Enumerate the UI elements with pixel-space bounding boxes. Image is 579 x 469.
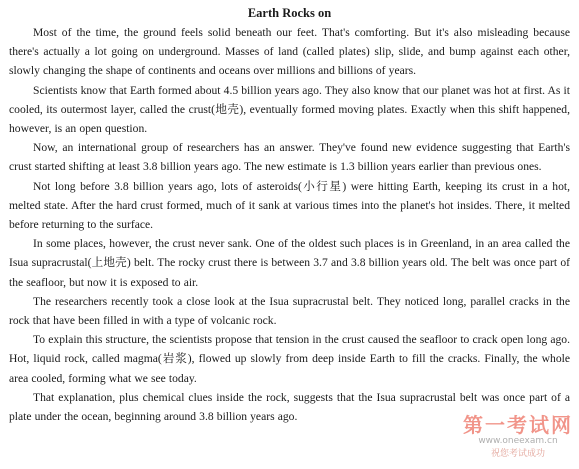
paragraph-6: The researchers recently took a close look at the Isua supracrustal belt. They noticed long, parallel cracks in the rock that have been filled in with a type of volcanic rock. bbox=[9, 294, 570, 328]
paragraph-5: In some places, however, the crust never sank. One of the oldest such places is in Greenland, in an area called the Isua supracrustal(上地壳) belt. The rocky crust there is between 3.7 and 3.8 billion years old. The belt was once part of the seafloor, but now it is exposed to air. bbox=[9, 237, 570, 289]
paragraph-4: Not long before 3.8 billion years ago, lots of asteroids(小行星) were hitting Earth, keeping its crust in a hot, melted state. After the hard crust formed, much of it sank at various times into the planet's hot insides. There, it melted before returning to the surface. bbox=[9, 179, 570, 232]
watermark-tagline: 祝您考试成功 bbox=[490, 449, 545, 459]
paragraph-8: That explanation, plus chemical clues inside the rock, suggests that the Isua supracrustal belt was once part of a plate under the ocean, beginning around 3.8 billion years ago. bbox=[9, 390, 570, 424]
paragraph-7: To explain this structure, the scientists propose that tension in the crust caused the seafloor to crack open long ago. Hot, liquid rock, called magma(岩浆), flowed up slowly from deep inside Earth to fill the cracks. Finally, the whole area cooled, forming what we see today. bbox=[9, 333, 570, 385]
watermark-logo-text: 第一考试网 bbox=[463, 413, 573, 437]
paragraph-3: Now, an international group of researchers has an answer. They've found new evidence suggesting that Earth's crust started shifting at least 3.8 billion years ago. The new estimate is 1.3 billion years earlier than previous ones. bbox=[9, 141, 570, 174]
paragraph-2: Scientists know that Earth formed about 4.5 billion years ago. They also know that our planet was hot at first. As it cooled, its outermost layer, called the crust(地壳), eventually formed moving plates. Exactly when this shift happened, however, is an open question. bbox=[9, 83, 570, 136]
paragraph-1: Most of the time, the ground feels solid beneath our feet. That's comforting. But it's also misleading because there's actually a lot going on underground. Masses of land (called plates) slip, slide, and bump against each other, slowly changing the shape of continents and oceans over millions and billions of years. bbox=[9, 26, 570, 78]
watermark-url: www.oneexam.cn bbox=[478, 436, 558, 446]
article-title: Earth Rocks on bbox=[247, 6, 332, 20]
